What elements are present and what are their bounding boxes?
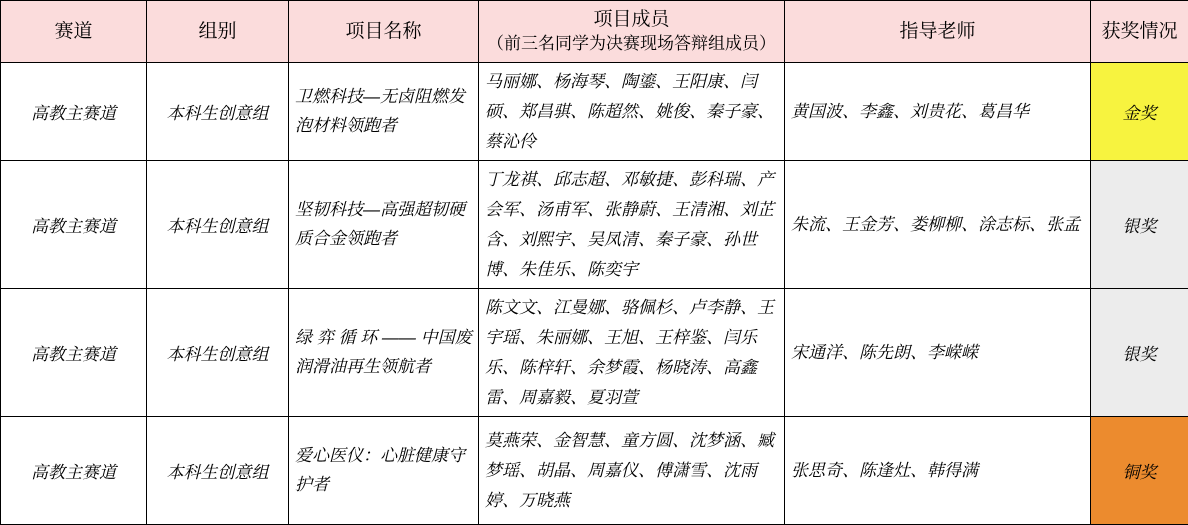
column-header-project-label: 项目名称 (345, 21, 421, 42)
cell-members: 莫燕荣、金智慧、童方圆、沈梦涵、臧梦瑶、胡晶、周嘉仪、傅潇雪、沈雨婷、万晓燕 (479, 417, 785, 525)
cell-award: 金奖 (1091, 63, 1188, 161)
cell-award: 铜奖 (1091, 417, 1188, 525)
column-header-track (1, 1, 147, 63)
column-header-award (1091, 1, 1188, 63)
column-header-award-label: 获奖情况 (1101, 21, 1177, 42)
cell-award: 银奖 (1091, 289, 1188, 417)
cell-track: 高教主赛道 (1, 417, 147, 525)
cell-group: 本科生创意组 (147, 417, 289, 525)
table-row (1, 289, 1188, 417)
column-header-group-label: 组别 (198, 21, 236, 42)
cell-award: 银奖 (1091, 161, 1188, 289)
cell-project: 爱心医仪：心脏健康守护者 (289, 417, 479, 525)
cell-track: 高教主赛道 (1, 289, 147, 417)
cell-track: 高教主赛道 (1, 161, 147, 289)
column-header-teacher (785, 1, 1091, 63)
column-header-teacher-label: 指导老师 (899, 21, 975, 42)
table-body (1, 63, 1188, 525)
cell-teachers: 宋通洋、陈先朗、李嵘嵘 (785, 289, 1091, 417)
table-row (1, 63, 1188, 161)
column-header-track-label: 赛道 (54, 21, 92, 42)
cell-teachers: 张思奇、陈逢灶、韩得满 (785, 417, 1091, 525)
cell-teachers: 黄国波、李鑫、刘贵花、葛昌华 (785, 63, 1091, 161)
header-row (1, 1, 1188, 63)
column-header-group (147, 1, 289, 63)
table-header (1, 1, 1188, 63)
cell-track: 高教主赛道 (1, 63, 147, 161)
cell-group: 本科生创意组 (147, 289, 289, 417)
table-row (1, 417, 1188, 525)
column-header-members (479, 1, 785, 63)
cell-group: 本科生创意组 (147, 161, 289, 289)
column-header-members-label: 项目成员 (593, 9, 669, 30)
cell-project: 卫燃科技—无卤阻燃发泡材料领跑者 (289, 63, 479, 161)
cell-members: 陈文文、江曼娜、骆佩杉、卢李静、王宇瑶、朱丽娜、王旭、王梓鉴、闫乐乐、陈梓轩、余梦霞、杨晓涛、高鑫雷、周嘉毅、夏羽萱 (479, 289, 785, 417)
column-header-members-sublabel: （前三名同学为决赛现场答辩组成员） (485, 33, 778, 56)
cell-members: 马丽娜、杨海琴、陶鎏、王阳康、闫硕、郑昌骐、陈超然、姚俊、秦子豪、蔡沁伶 (479, 63, 785, 161)
cell-members: 丁龙祺、邱志超、邓敏捷、彭科瑞、产会军、汤甫军、张静蔚、王清湘、刘芷含、刘熙宇、吴凤清、秦子豪、孙世博、朱佳乐、陈奕宇 (479, 161, 785, 289)
table-row (1, 161, 1188, 289)
cell-project: 坚韧科技—高强超韧硬质合金领跑者 (289, 161, 479, 289)
cell-project: 绿 弈 循 环 —— 中国废润滑油再生领航者 (289, 289, 479, 417)
cell-teachers: 朱流、王金芳、娄柳柳、涂志标、张孟 (785, 161, 1091, 289)
column-header-project (289, 1, 479, 63)
cell-group: 本科生创意组 (147, 63, 289, 161)
